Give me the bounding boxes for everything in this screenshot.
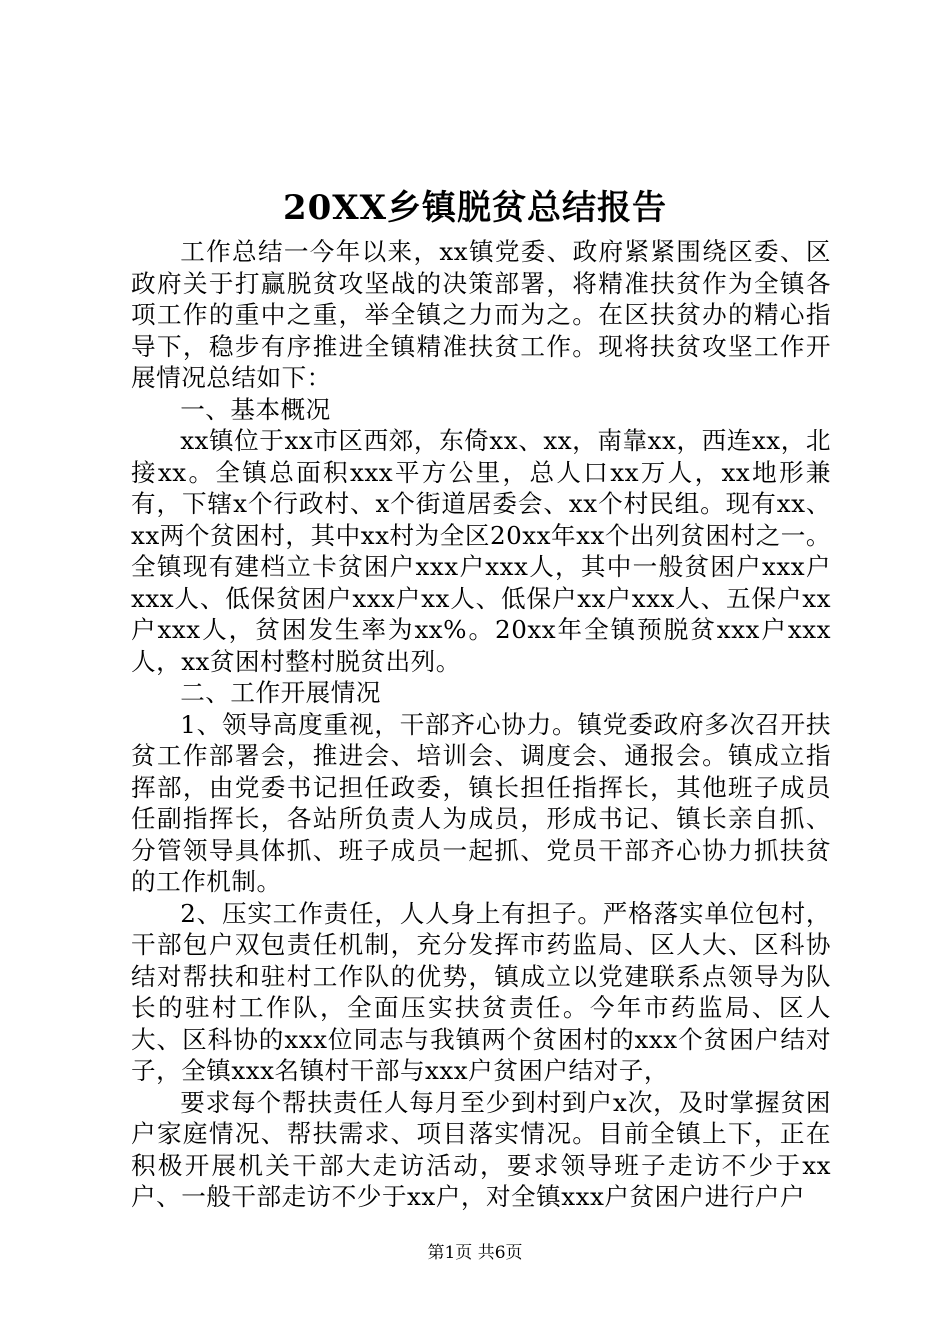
- paragraph-work-1: 1、领导高度重视，干部齐心协力。镇党委政府多次召开扶贫工作部署会，推进会、培训会、调度会、通报会。镇成立指挥部，由党委书记担任政委，镇长担任指挥长，其他班子成员任副指挥长，各站所负责人为成员，形成书记、镇长亲自抓、分管领导具体抓、班子成员一起抓、党员干部齐心协力抓扶贫的工作机制。: [131, 709, 831, 896]
- paragraph-work-2: 2、压实工作责任，人人身上有担子。严格落实单位包村，干部包户双包责任机制，充分发挥市药监局、区人大、区科协结对帮扶和驻村工作队的优势，镇成立以党建联系点领导为队长的驻村工作队，全面压实扶贫责任。今年市药监局、区人大、区科协的xxx位同志与我镇两个贫困村的xxx个贫困户结对子，全镇xxx名镇村干部与xxx户贫困户结对子，: [131, 898, 831, 1085]
- document-body: [131, 236, 831, 1213]
- section-heading-overview: 一、基本概况: [180, 394, 331, 424]
- paragraph-overview: xx镇位于xx市区西郊，东倚xx、xx，南靠xx，西连xx，北接xx。全镇总面积xxx平方公里，总人口xx万人，xx地形兼有，下辖x个行政村、x个街道居委会、xx个村民组。现有xx、xx两个贫困村，其中xx村为全区20xx年xx个出列贫困村之一。全镇现有建档立卡贫困户xxx户xxx人，其中一般贫困户xxx户xxx人、低保贫困户xxx户xx人、低保户xx户xxx人、五保户xx户xxx人，贫困发生率为xx%。20xx年全镇预脱贫xxx户xxx人，xx贫困村整村脱贫出列。: [131, 426, 831, 676]
- paragraph-work-2-cont: 要求每个帮扶责任人每月至少到村到户x次，及时掌握贫困户家庭情况、帮扶需求、项目落实情况。目前全镇上下，正在积极开展机关干部大走访活动，要求领导班子走访不少于xx户、一般干部走访不少于xx户，对全镇xxx户贫困户进行户户: [131, 1087, 831, 1211]
- paragraph-intro: 工作总结一今年以来，xx镇党委、政府紧紧围绕区委、区政府关于打赢脱贫攻坚战的决策部署，将精准扶贫作为全镇各项工作的重中之重，举全镇之力而为之。在区扶贫办的精心指导下，稳步有序推进全镇精准扶贫工作。现将扶贫攻坚工作开展情况总结如下：: [131, 237, 831, 392]
- section-heading-work: 二、工作开展情况: [180, 678, 381, 707]
- page-footer: 第1页 共6页: [427, 1243, 523, 1263]
- document-title: 20XX乡镇脱贫总结报告: [282, 188, 668, 228]
